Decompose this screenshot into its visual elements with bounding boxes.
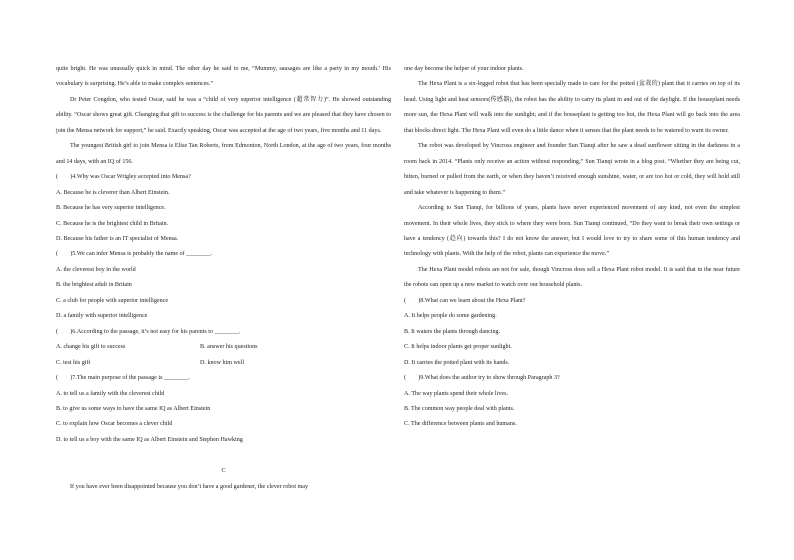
passage-c-paragraph-1-continued: one day become the helper of your indoor plants.: [404, 66, 524, 72]
question-4-option-d: D. Because his father is an IT specialist of Mensa.: [56, 235, 179, 242]
question-6-option-d: D. know him well: [200, 359, 245, 366]
question-7-option-c: C. to explain how Oscar becomes a clever child: [56, 421, 173, 428]
passage-b-paragraph-2: Dr Peter Congdon, who tested Oscar, said he was a “child of very superior intelligence (超常智力)”. He showed outstanding ability. “Oscar shows great gift. Changing that gift to success is the challenge for his parents and we are pleased that they have chosen to join the Mensa network for support,” he said. Exactly speaking, Oscar was accepted at the age of two years, five months and 11 days.: [56, 96, 391, 134]
question-9: ( )9.What does the author try to show through Paragraph 3?: [404, 375, 560, 382]
passage-c-paragraph-2: The Hexa Plant is a six-legged robot that has been specially made to care for the potted (盆栽的) plant that it carries on top of its head. Using light and heat sensors(传感器), the robot has the ability to carry its plant in and out of the daylight. If the houseplant needs more sun, the Hexa Plant will walk into the sunlight; and if the houseplant is getting too hot, the Hexa Plant will go back into the area that blocks direct light. The Hexa Plant will even do a little dance when it senses that the plant needs to be watered to warn its owner.: [404, 81, 740, 134]
question-5-option-d: D. a family with superior intelligence: [56, 313, 148, 320]
question-8-option-b: B. It waters the plants through dancing.: [404, 328, 501, 335]
question-9-option-c: C. The difference between plants and humans.: [404, 421, 517, 428]
question-5: ( )5.We can infer Mensa is probably the name of ________.: [56, 251, 213, 258]
right-column: [404, 62, 740, 433]
question-7-option-b: B. to give us some ways to have the same IQ as Albert Einstein: [56, 405, 211, 412]
question-5-option-c: C. a club for people with superior intelligence: [56, 297, 169, 304]
question-6-options-row-1: [56, 340, 391, 355]
question-6-option-b: B. answer his questions: [200, 344, 258, 351]
passage-b-paragraph-1: quite bright. He was unusually quick in mind. The other day he said to me, “Mummy, sausages are like a party in my mouth.’ His vocabulary is surprising. He’s able to make complex sentences.”: [56, 66, 391, 88]
passage-c-paragraph-3: The robot was developed by Vincross engineer and founder Sun Tianqi after he saw a dead sunflower sitting in the darkness in a room back in 2014. “Plants only receive an action without responding,” Sun Tianqi wrote in a blog post. “Whether they are being cut, bitten, burned or pulled from the earth, or when they haven’t received enough sunshine, water, or are too hot or cold, they will hold still and take whatever is happening to them.”: [404, 143, 740, 196]
passage-c-paragraph-1: If you have ever been disappointed because you don’t have a good gardener, the clever robot may: [70, 483, 309, 490]
question-7: ( )7.The main purpose of the passage is ________.: [56, 375, 190, 382]
question-8-option-a: A. It helps people do some gardening.: [404, 313, 497, 320]
passage-c-paragraph-5: The Hexa Plant model robots are not for sale, though Vincross does sell a Hexa Plant robot model. It is said that in the near future the robots can open up a new market to watch over our household plants.: [404, 266, 740, 289]
passage-c-paragraph-4: According to Sun Tianqi, for billions of years, plants have never experienced movement of any kind, not even the simplest movement. In their whole lives, they stick to where they were born. Sun Tianqi continued, “Do they want to break their own settings or have a tendency (趋向) towards this? I do not know the answer, but I would love to try to share some of this human tendency and technology with plants. With the help of the robot, plants can experience the move.”: [404, 205, 740, 258]
section-c-heading: C: [221, 468, 226, 475]
question-9-option-a: A. The way plants spend their whole lives.: [404, 390, 508, 397]
question-7-option-d: D. to tell us a boy with the same IQ as Albert Einstein and Stephen Hawking: [56, 436, 243, 443]
left-column: [56, 62, 391, 495]
question-6-options-row-2: [56, 356, 391, 371]
question-6-option-c: C. test his gift: [56, 359, 91, 366]
question-6-option-a: A. change his gift to success: [56, 344, 126, 351]
question-7-option-a: A. to tell us a family with the cleverest child: [56, 390, 165, 397]
question-5-option-b: B. the brightest adult in Britain: [56, 282, 132, 289]
question-8: ( )8.What can we learn about the Hexa Plant?: [404, 297, 526, 304]
passage-b-paragraph-3: The youngest British girl to join Mensa is Elise Tan Roberts, from Edmonton, North London, at the age of two years, four months and 14 days, with an IQ of 156.: [56, 143, 391, 165]
question-6: ( )6.According to the passage, it’s not easy for his parents to ________.: [56, 328, 241, 335]
question-4-option-a: A. Because he is cleverer than Albert Einstein.: [56, 189, 170, 196]
question-4-option-b: B. Because he has very superior intelligence.: [56, 205, 166, 212]
question-4: ( )4.Why was Oscar Wrigley accepted into Mensa?: [56, 174, 191, 181]
question-8-option-c: C. It helps indoor plants get proper sunlight.: [404, 344, 512, 351]
question-4-option-c: C. Because he is the brightest child in Britain.: [56, 220, 169, 227]
question-5-option-a: A. the cleverest boy in the world: [56, 266, 136, 273]
question-8-option-d: D. It carries the potted plant with its hands.: [404, 359, 510, 366]
question-9-option-b: B. The common way people deal with plants.: [404, 405, 515, 412]
